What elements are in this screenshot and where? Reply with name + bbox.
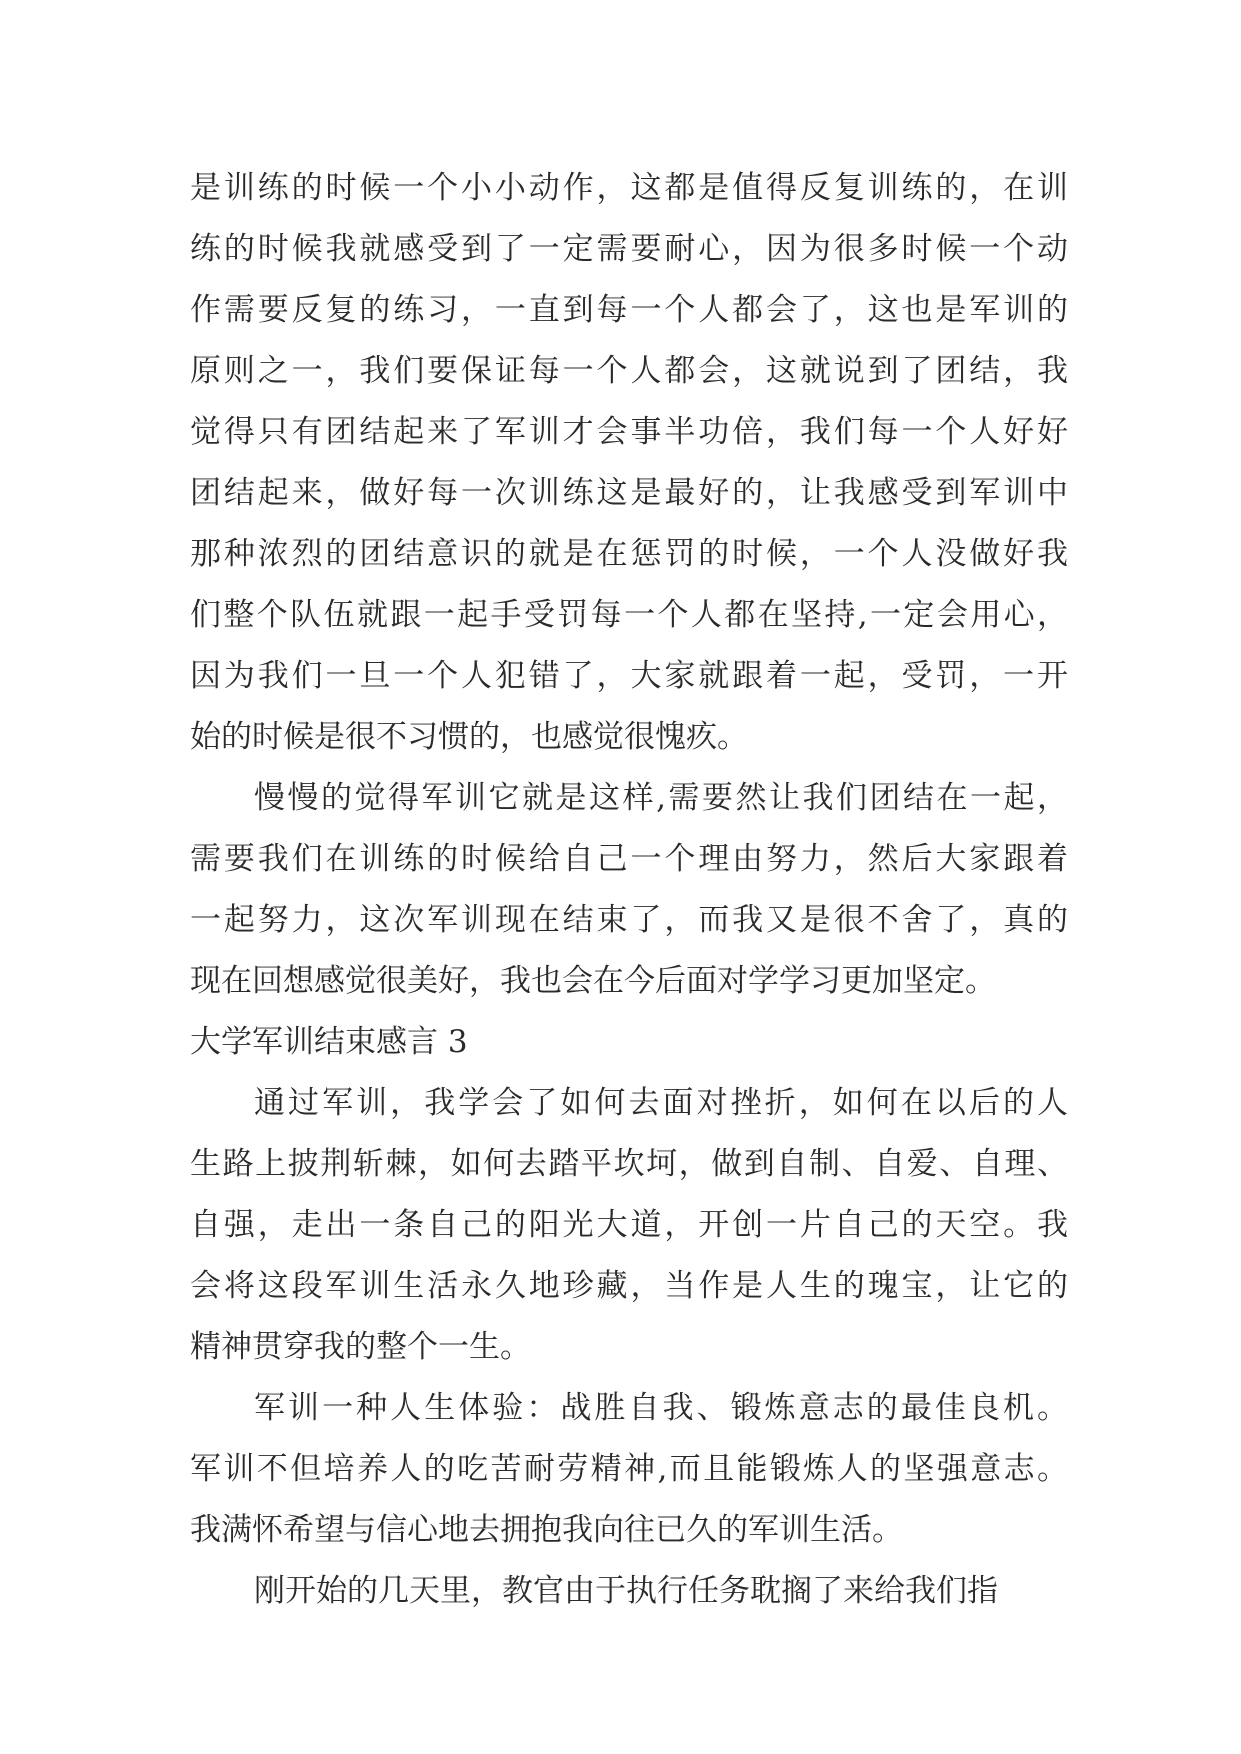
text-line: 因为我们一旦一个人犯错了，大家就跟着一起，受罚，一开 (190, 658, 1068, 694)
text-line: 精神贯穿我的整个一生。 (190, 1329, 531, 1365)
document-body (190, 158, 1068, 1622)
text-line: 作需要反复的练习，一直到每一个人都会了，这也是军训的 (190, 292, 1068, 328)
text-line: 现在回想感觉很美好，我也会在今后面对学学习更加坚定。 (190, 963, 996, 999)
text-line: 我满怀希望与信心地去拥抱我向往已久的军训生活。 (190, 1512, 903, 1548)
text-line: 始的时候是很不习惯的，也感觉很愧疚。 (190, 719, 748, 755)
text-line: 生路上披荆斩棘，如何去踏平坎坷，做到自制、自爱、自理、 (190, 1146, 1068, 1182)
paragraph (190, 1378, 1068, 1561)
text-line: 需要我们在训练的时候给自己一个理由努力，然后大家跟着 (190, 841, 1068, 877)
text-line: 大学军训结束感言 3 (190, 1024, 468, 1060)
text-line: 那种浓烈的团结意识的就是在惩罚的时候，一个人没做好我 (190, 536, 1068, 572)
paragraph (190, 158, 1068, 768)
text-line: 原则之一，我们要保证每一个人都会，这就说到了团结，我 (190, 353, 1068, 389)
text-line: 是训练的时候一个小小动作，这都是值得反复训练的，在训 (190, 170, 1068, 206)
paragraph (190, 1073, 1068, 1378)
text-line: 会将这段军训生活永久地珍藏，当作是人生的瑰宝，让它的 (190, 1268, 1068, 1304)
text-line: 军训一种人生体验：战胜自我、锻炼意志的最佳良机。 (254, 1390, 1068, 1426)
text-line: 们整个队伍就跟一起手受罚每一个人都在坚持,一定会用心， (190, 597, 1068, 633)
text-line: 慢慢的觉得军训它就是这样,需要然让我们团结在一起， (254, 780, 1068, 816)
text-line: 一起努力，这次军训现在结束了，而我又是很不舍了，真的 (190, 902, 1068, 938)
text-line: 自强，走出一条自己的阳光大道，开创一片自己的天空。我 (190, 1207, 1068, 1243)
text-line: 刚开始的几天里，教官由于执行任务耽搁了来给我们指 (254, 1573, 998, 1609)
paragraph (190, 1561, 1068, 1622)
text-line: 觉得只有团结起来了军训才会事半功倍，我们每一个人好好 (190, 414, 1068, 450)
paragraph (190, 768, 1068, 1012)
text-line: 练的时候我就感受到了一定需要耐心，因为很多时候一个动 (190, 231, 1068, 267)
text-line: 通过军训，我学会了如何去面对挫折，如何在以后的人 (254, 1085, 1068, 1121)
text-line: 军训不但培养人的吃苦耐劳精神,而且能锻炼人的坚强意志。 (190, 1451, 1068, 1487)
text-line: 团结起来，做好每一次训练这是最好的，让我感受到军训中 (190, 475, 1068, 511)
section-heading (190, 1012, 1068, 1073)
